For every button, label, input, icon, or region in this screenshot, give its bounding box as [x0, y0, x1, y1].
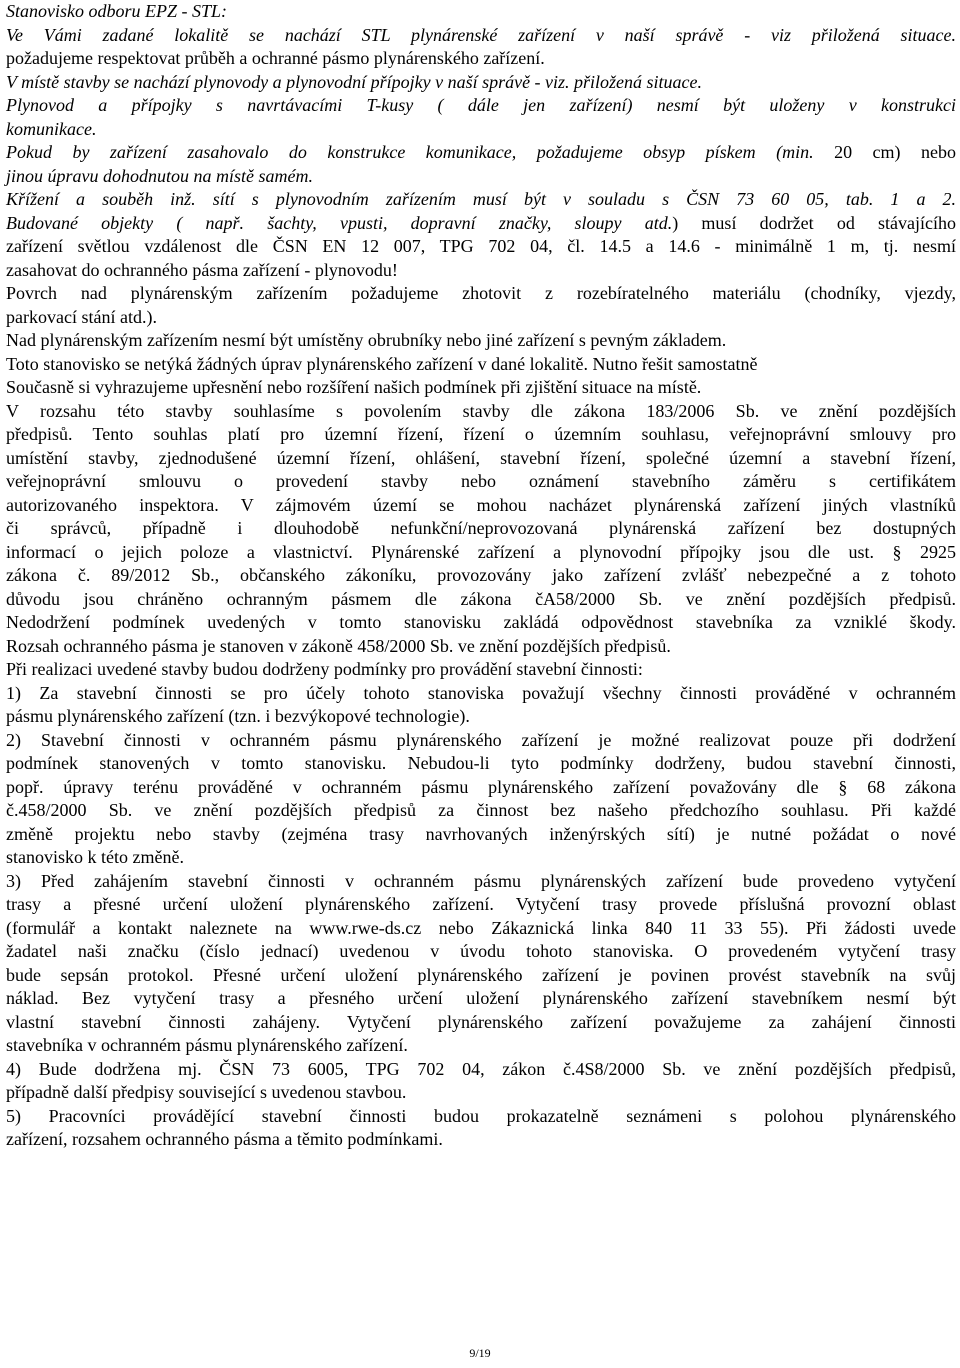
text-segment: 3) Před zahájením stavební činnosti v ochranném pásmu plynárenských zařízení bude provedeno vytyčení [6, 870, 956, 891]
text-line [6, 517, 956, 541]
text-line [6, 1058, 956, 1082]
text-line [6, 870, 956, 894]
text-line [6, 776, 956, 800]
text-segment: důvodu jsou chráněno ochranným pásmem dle zákona čA58/2000 Sb. ve znění pozdějších předpisů. [6, 588, 956, 609]
text-segment: zasahovat do ochranného pásma zařízení - plynovodu! [6, 259, 398, 280]
text-line [6, 212, 956, 236]
page-number: 9/19 [469, 1346, 491, 1360]
text-line [6, 729, 956, 753]
text-segment: zařízení, rozsahem ochranného pásma a těmito podmínkami. [6, 1129, 443, 1149]
text-line [6, 893, 956, 917]
text-segment: popř. úpravy terénu prováděné v ochranném pásmu plynárenského zařízení považovány dle § 68 zákona [6, 776, 956, 797]
text-line [6, 987, 956, 1011]
text-line [6, 1034, 956, 1058]
text-segment: 4) Bude dodržena mj. ČSN 73 6005, TPG 702 04, zákon č.4S8/2000 Sb. ve znění pozdějších předpisů, [6, 1058, 956, 1079]
text-line [6, 188, 956, 212]
text-segment: žadatel naši značku (číslo jednací) uvedenou v úvodu tohoto stanoviska. O provedeném vytyčení trasy [6, 941, 956, 961]
text-line [6, 752, 956, 776]
text-line [6, 24, 956, 48]
text-segment: , občanského zákoníku, provozovány jako zařízení zvlášť nebezpečné a z tohoto [214, 565, 956, 585]
text-line [6, 823, 956, 847]
text-segment: Při realizaci uvedené stavby budou dodrženy podmínky pro provádění stavební činnosti: [6, 659, 643, 679]
text-segment: 5) Pracovníci provádějící stavební činnosti budou prokazatelně seznámeni s polohou plynárenského [6, 1105, 956, 1126]
text-line [6, 376, 956, 400]
text-segment: 2) Stavební činnosti v ochranném pásmu plynárenského zařízení je možné realizovat pouze při dodržení [6, 729, 956, 750]
text-line [6, 1105, 956, 1129]
text-segment: podmínek stanovených v tomto stanovisku. Nebudou-li tyto podmínky dodrženy, budou stavební činnosti, [6, 753, 956, 773]
text-segment: V rozsahu této stavby souhlasíme s povolením stavby dle zákona 183/2006 Sb. ve znění pozdějších [6, 400, 956, 421]
text-line [6, 611, 956, 635]
text-segment: vlastní stavební činnosti zahájeny. Vytyčení plynárenského zařízení považujeme za zahájení činnosti [6, 1011, 956, 1032]
text-segment: Budované objekty ( např. šachty, vpusti, dopravní značky, sloupy atd. [6, 212, 673, 233]
text-segment: bude sepsán protokol. Přesné určení uložení plynárenského zařízení je povinen provést stavebník na svůj [6, 964, 956, 985]
text-segment: Nedodržení podmínek uvedených v tomto stanovisku zakládá odpovědnost stavebníka za vzniklé škody. [6, 612, 956, 632]
text-segment: Povrch nad plynárenským zařízením požadujeme zhotovit z rozebíratelného materiálu (chodníky, vjezdy, [6, 283, 956, 303]
text-line [6, 940, 956, 964]
text-segment: trasy a přesné určení uložení plynárenského zařízení. Vytyčení trasy provede příslušná provozní oblast [6, 894, 956, 914]
text-line [6, 564, 956, 588]
text-segment: či správců, případně i dlouhodobě nefunkční/neprovozovaná plynárenská zařízení bez dostupných [6, 518, 956, 538]
text-line [6, 235, 956, 259]
text-segment: 20 cm) nebo [813, 142, 957, 162]
text-segment: zákona č. 89/2012 Sb. [6, 565, 215, 585]
text-segment: veřejnoprávní smlouvu o provedení stavby nebo oznámení stavebního záměru s certifikátem [6, 471, 956, 491]
text-segment: umístění stavby, zjednodušené územní řízení, ohlášení, stavební řízení, společné územní a stavební řízení, [6, 447, 956, 468]
text-segment: jinou úpravu dohodnutou na místě samém. [6, 165, 313, 186]
text-line [6, 353, 956, 377]
text-segment: Pokud by zařízení zasahovalo do konstrukce komunikace, požadujeme obsyp pískem (min. [6, 142, 814, 162]
text-line [6, 165, 956, 189]
document-body [6, 0, 956, 1152]
text-line [6, 141, 956, 165]
text-line [6, 71, 956, 95]
text-segment: zařízení světlou vzdálenost dle ČSN EN 12 007, TPG 702 04, čl. 14.5 a 14.6 - minimálně 1 m, tj. nesmí [6, 236, 956, 256]
text-line [6, 259, 956, 283]
text-segment: Rozsah ochranného pásma je stanoven v zákoně 458/2000 Sb. ve znění pozdějších předpisů. [6, 635, 671, 656]
text-line [6, 118, 956, 142]
text-line [6, 423, 956, 447]
text-line [6, 47, 956, 71]
text-segment: Současně si vyhrazujeme upřesnění nebo rozšíření našich podmínek při zjištění situace na místě. [6, 377, 702, 397]
text-line [6, 329, 956, 353]
text-line [6, 846, 956, 870]
text-line [6, 682, 956, 706]
text-line [6, 0, 956, 24]
text-segment: změně projektu nebo stavby (zejména trasy navrhovaných inženýrských sítí) je nutné požádat o nové [6, 823, 956, 844]
text-line [6, 588, 956, 612]
text-segment: Toto stanovisko se netýká žádných úprav plynárenského zařízení v dané lokalitě. Nutno řešit samostatně [6, 353, 758, 374]
text-segment: informací o jejich poloze a vlastnictví. Plynárenské zařízení a plynovodní přípojky jsou dle ust. § 2925 [6, 541, 956, 562]
text-segment: ) musí dodržet od stávajícího [672, 212, 956, 233]
text-line [6, 94, 956, 118]
text-line [6, 917, 956, 941]
text-line [6, 635, 956, 659]
text-segment: č.458/2000 Sb. ve znění pozdějších předpisů za činnost bez našeho předchozího souhlasu. Při každé [6, 800, 956, 820]
text-segment: Ve Vámi zadané lokalitě se nachází STL plynárenské zařízení v naší správě - viz přiložená situace. [6, 24, 956, 45]
text-line [6, 494, 956, 518]
text-segment: pásmu plynárenského zařízení (tzn. i bezvýkopové technologie). [6, 706, 470, 726]
text-segment: Nad plynárenským zařízením nesmí být umístěny obrubníky nebo jiné zařízení s pevným základem. [6, 330, 727, 350]
text-segment: Plynovod a přípojky s navrtávacími T-kusy ( dále jen zařízení) nesmí být uloženy v konstrukci [6, 95, 956, 115]
text-segment: (formulář a kontakt naleznete na www.rwe-ds.cz nebo Zákaznická linka 840 11 33 55). Při žádosti uvede [6, 917, 956, 938]
text-line [6, 470, 956, 494]
text-segment: požadujeme respektovat průběh a ochranné pásmo plynárenského zařízení. [6, 48, 545, 68]
text-line [6, 964, 956, 988]
text-segment: stavebníka v ochranném pásmu plynárenského zařízení. [6, 1035, 408, 1055]
text-line [6, 541, 956, 565]
text-line [6, 447, 956, 471]
text-segment: Stanovisko odboru EPZ - STL: [6, 1, 228, 21]
text-segment: Křížení a souběh inž. sítí s plynovodním zařízením musí být v souladu s ČSN 73 60 05, tab. 1 a 2. [6, 189, 956, 209]
text-segment: náklad. Bez vytyčení trasy a přesného určení uložení plynárenského zařízení stavebníkem nesmí být [6, 988, 956, 1008]
text-line [6, 658, 956, 682]
text-line [6, 705, 956, 729]
text-segment: komunikace. [6, 118, 97, 139]
text-segment: případně další předpisy související s uvedenou stavbou. [6, 1082, 407, 1102]
text-line [6, 1011, 956, 1035]
text-segment: parkovací stání atd.). [6, 306, 157, 327]
text-segment: stanovisko k této změně. [6, 847, 184, 867]
text-line [6, 306, 956, 330]
text-segment: předpisů. Tento souhlas platí pro územní řízení, řízení o územním souhlasu, veřejnoprávní smlouvy pro [6, 424, 956, 444]
text-segment: autorizovaného inspektora. V zájmovém území se mohou nacházet plynárenská zařízení jiných vlastníků [6, 494, 956, 515]
text-segment: V místě stavby se nachází plynovody a plynovodní přípojky v naší správě - viz. přiložená situace. [6, 71, 703, 92]
text-line [6, 1081, 956, 1105]
text-line [6, 799, 956, 823]
text-line [6, 282, 956, 306]
text-line [6, 400, 956, 424]
text-line [6, 1128, 956, 1152]
text-segment: 1) Za stavební činnosti se pro účely tohoto stanoviska považují všechny činnosti prováděné v ochranném [6, 682, 956, 703]
